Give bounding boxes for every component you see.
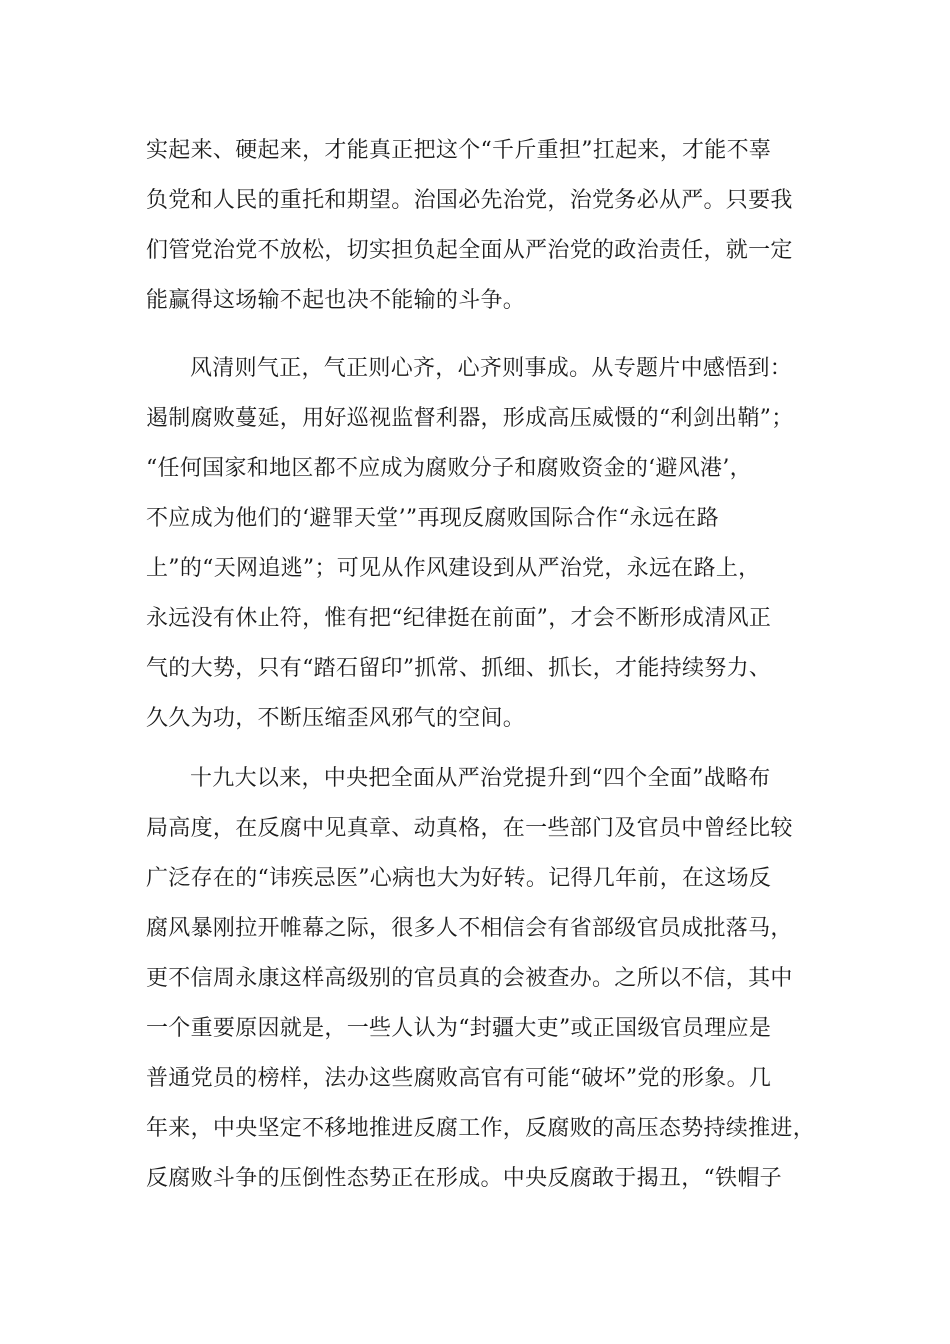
- paragraph-line: 久久为功，不断压缩歪风邪气的空间。: [146, 706, 526, 731]
- paragraph-line: 气的大势，只有“踏石留印”抓常、抓细、抓长，才能持续努力、: [146, 656, 772, 681]
- paragraph-line: 上”的“天网追逃”；可见从作风建设到从严治党，永远在路上，: [146, 556, 761, 581]
- paragraph-line: 更不信周永康这样高级别的官员真的会被查办。之所以不信，其中: [146, 966, 793, 991]
- paragraph-line: 一个重要原因就是，一些人认为“封疆大吏”或正国级官员理应是: [146, 1016, 772, 1041]
- paragraph-2: [146, 344, 816, 744]
- paragraph-3: [146, 754, 816, 1204]
- paragraph-line: 实起来、硬起来，才能真正把这个“千斤重担”扛起来，才能不辜: [146, 138, 772, 163]
- paragraph-line: “任何国家和地区都不应成为腐败分子和腐败资金的‘避风港’，: [146, 456, 752, 481]
- paragraph-line: 风清则气正，气正则心齐，心齐则事成。从专题片中感悟到：: [190, 356, 793, 381]
- paragraph-line: 普通党员的榜样，法办这些腐败高官有可能“破坏”党的形象。几: [146, 1066, 772, 1091]
- paragraph-line: 负党和人民的重托和期望。治国必先治党，治党务必从严。只要我: [146, 188, 793, 213]
- paragraph-line: 反腐败斗争的压倒性态势正在形成。中央反腐敢于揭丑，“铁帽子: [146, 1166, 782, 1191]
- paragraph-line: 十九大以来，中央把全面从严治党提升到“四个全面”战略布: [190, 766, 771, 791]
- paragraph-line: 广泛存在的“讳疾忌医”心病也大为好转。记得几年前，在这场反: [146, 866, 772, 891]
- paragraph-line: 能赢得这场输不起也决不能输的斗争。: [146, 288, 526, 313]
- paragraph-line: 永远没有休止符，惟有把“纪律挺在前面”，才会不断形成清风正: [146, 606, 772, 631]
- paragraph-1: [146, 126, 816, 326]
- paragraph-line: 不应成为他们的‘避罪天堂’”再现反腐败国际合作“永远在路: [146, 506, 719, 531]
- paragraph-line: 局高度，在反腐中见真章、动真格，在一些部门及官员中曾经比较: [146, 816, 793, 841]
- paragraph-line: 们管党治党不放松，切实担负起全面从严治党的政治责任，就一定: [146, 238, 793, 263]
- paragraph-line: 年来，中央坚定不移地推进反腐工作，反腐败的高压态势持续推进，: [146, 1116, 816, 1141]
- paragraph-line: 腐风暴刚拉开帷幕之际，很多人不相信会有省部级官员成批落马，: [146, 916, 793, 941]
- paragraph-line: 遏制腐败蔓延，用好巡视监督利器，形成高压威慑的“利剑出鞘”；: [146, 406, 794, 431]
